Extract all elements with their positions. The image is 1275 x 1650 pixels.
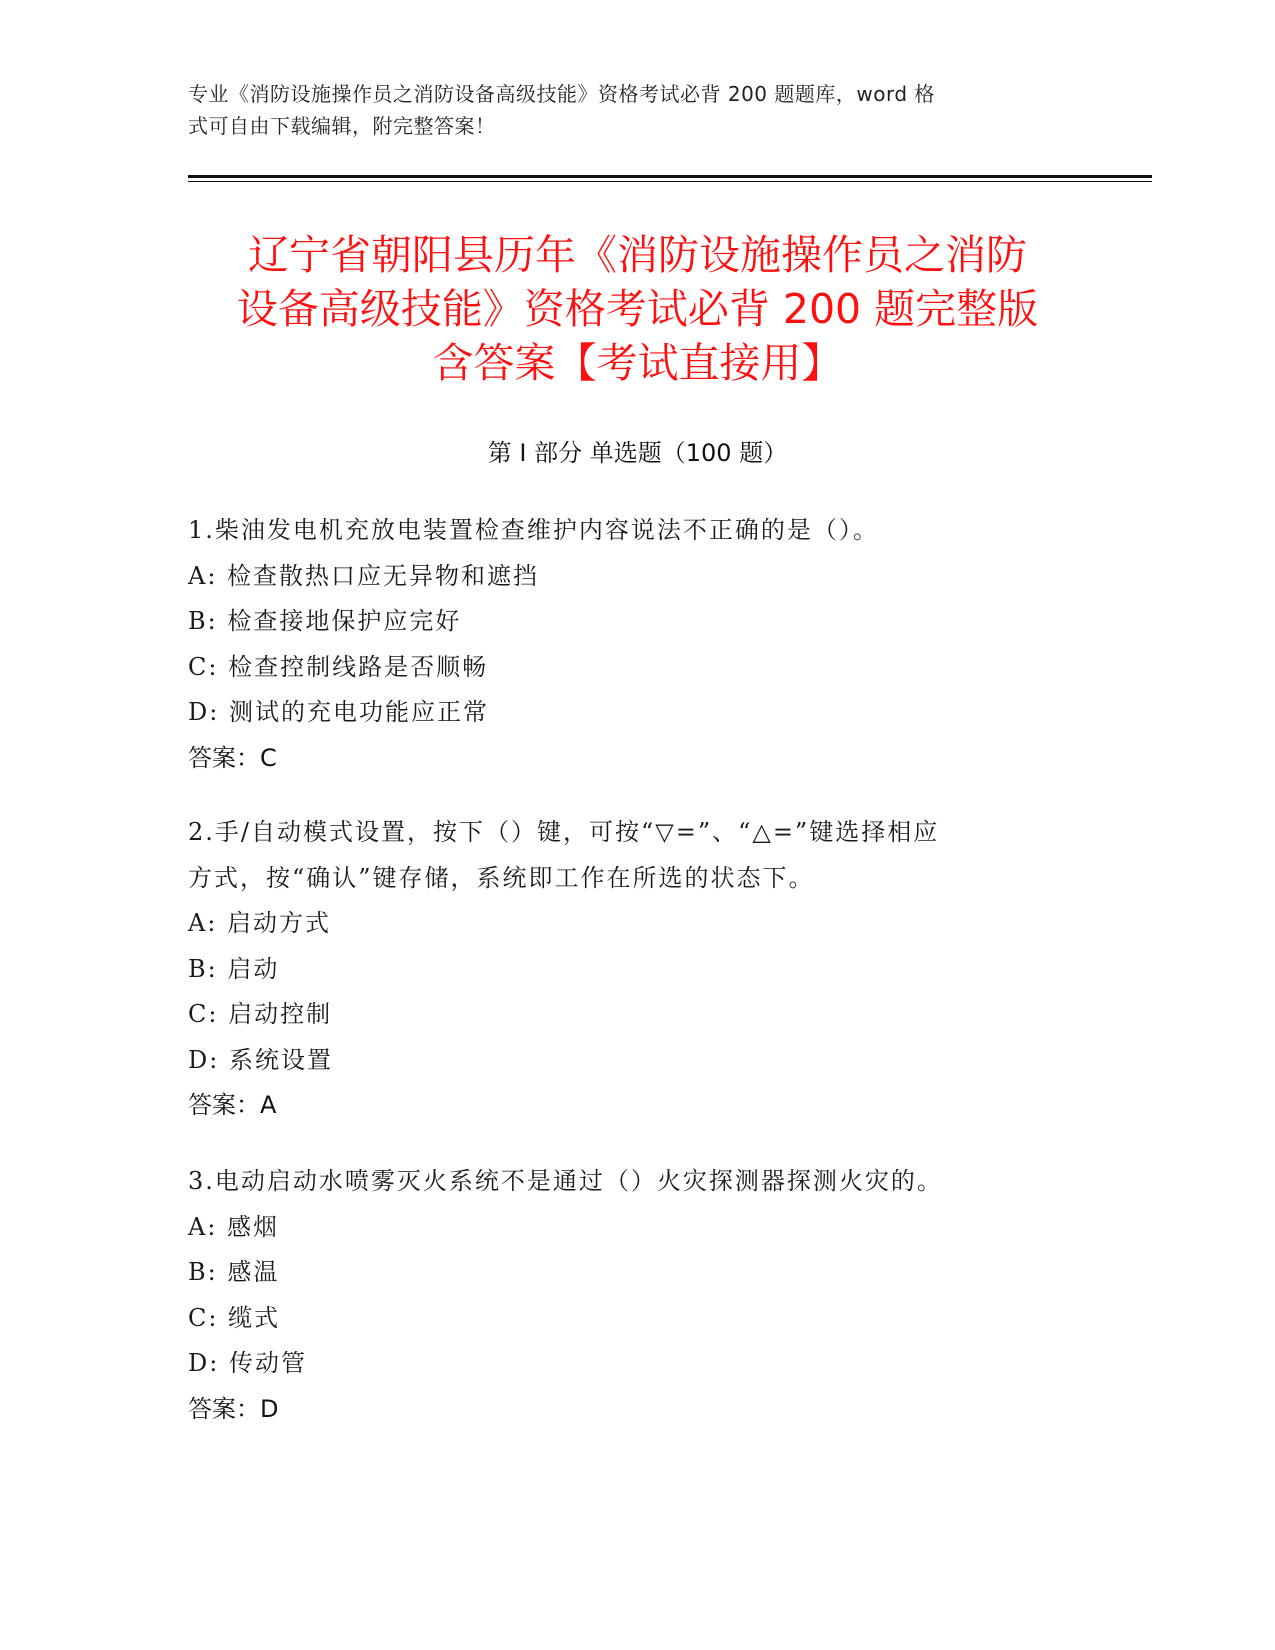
option-c: C: 缆式	[188, 1303, 281, 1332]
title-line-2: 设备高级技能》资格考试必背 200 题完整版	[236, 285, 1039, 333]
header-divider-thick	[188, 175, 1152, 178]
question-stem-continued: 方式，按“确认”键存储，系统即工作在所选的状态下。	[188, 863, 815, 892]
option-c: C: 启动控制	[188, 1000, 333, 1028]
header-note-line-2: 式可自由下载编辑，附完整答案！	[188, 114, 496, 138]
option-d: D: 传动管	[188, 1349, 307, 1377]
option-a: A: 感烟	[188, 1212, 280, 1241]
option-d: D: 测试的充电功能应正常	[188, 698, 489, 726]
answer-label: 答案：A	[188, 1091, 277, 1119]
header-note-line-1: 专业《消防设施操作员之消防设备高级技能》资格考试必背 200 题题库，word 格	[188, 82, 935, 106]
section-heading: 第 I 部分 单选题（100 题）	[487, 439, 788, 467]
title-line-1: 辽宁省朝阳县历年《消防设施操作员之消防	[248, 231, 1027, 279]
question-stem: 1.柴油发电机充放电装置检查维护内容说法不正确的是（）。	[188, 516, 879, 544]
option-c: C: 检查控制线路是否顺畅	[188, 652, 489, 681]
title-line-3: 含答案【考试直接用】	[432, 339, 843, 387]
option-b: B: 启动	[188, 954, 280, 983]
answer-label: 答案：D	[188, 1394, 279, 1423]
question-3	[188, 1159, 1088, 1432]
answer-label: 答案：C	[188, 743, 277, 772]
question-1	[188, 508, 1088, 781]
question-2	[188, 810, 1088, 1129]
question-stem: 2.手/自动模式设置，按下（）键，可按“▽=”、“△=”键选择相应	[188, 818, 940, 846]
question-stem: 3.电动启动水喷雾灭火系统不是通过（）火灾探测器探测火灾的。	[188, 1167, 943, 1195]
option-d: D: 系统设置	[188, 1045, 333, 1074]
document-title	[140, 228, 1135, 390]
header-note	[188, 78, 1068, 142]
header-divider-thin	[188, 181, 1152, 182]
option-a: A: 启动方式	[188, 909, 332, 937]
option-b: B: 感温	[188, 1258, 280, 1286]
option-a: A: 检查散热口应无异物和遮挡	[188, 561, 540, 590]
option-b: B: 检查接地保护应完好	[188, 607, 462, 635]
